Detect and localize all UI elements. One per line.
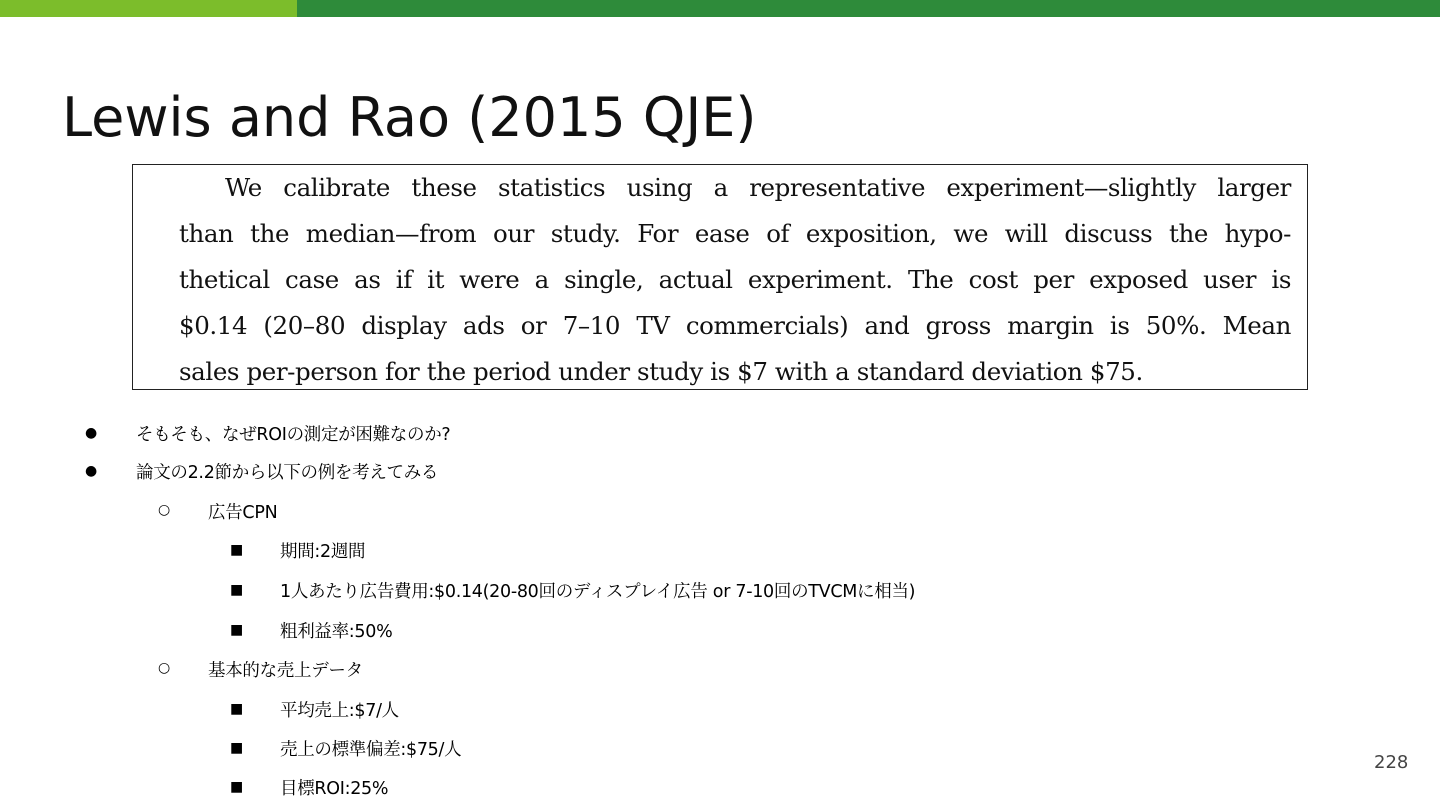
bullet-marker: ○ (158, 660, 171, 676)
bullet-marker: ■ (230, 542, 244, 558)
quote-line: We calibrate these statistics using a representative experiment—slightly larger (225, 173, 1291, 202)
bullet-marker: ■ (230, 701, 244, 717)
bullet-item: 基本的な売上データ (208, 661, 363, 681)
bullet-item: 論文の2.2節から以下の例を考えてみる (136, 463, 439, 483)
bullet-item: 目標ROI:25% (280, 779, 389, 799)
bullet-item: そもそも、なぜROIの測定が困難なのか? (136, 425, 451, 445)
bullet-marker: ○ (158, 502, 171, 518)
quote-line: thetical case as if it were a single, actual experiment. The cost per exposed user is (179, 265, 1291, 294)
quote-line: than the median—from our study. For ease of exposition, we will discuss the hypo- (179, 219, 1291, 248)
bullet-marker: ■ (230, 582, 244, 598)
bullet-item: 売上の標準偏差:$75/人 (280, 740, 462, 760)
bullet-item: 広告CPN (208, 503, 278, 523)
bullet-item: 平均売上:$7/人 (280, 701, 399, 721)
bullet-marker: ■ (230, 779, 244, 795)
page-number: 228 (1374, 752, 1409, 773)
bullet-marker: ● (85, 425, 98, 441)
quote-line: sales per-person for the period under study is $7 with a standard deviation $75. (179, 357, 1143, 386)
bullet-marker: ■ (230, 622, 244, 638)
bullet-item: 粗利益率:50% (280, 622, 393, 642)
bullet-item: 1人あたり広告費用:$0.14(20-80回のディスプレイ広告 or 7-10回のTVCMに相当) (280, 582, 916, 602)
bullet-item: 期間:2週間 (280, 542, 366, 562)
bullet-marker: ● (85, 463, 98, 479)
slide-title: Lewis and Rao (2015 QJE) (62, 86, 757, 149)
quote-line: $0.14 (20–80 display ads or 7–10 TV commercials) and gross margin is 50%. Mean (179, 311, 1291, 340)
bullet-marker: ■ (230, 740, 244, 756)
